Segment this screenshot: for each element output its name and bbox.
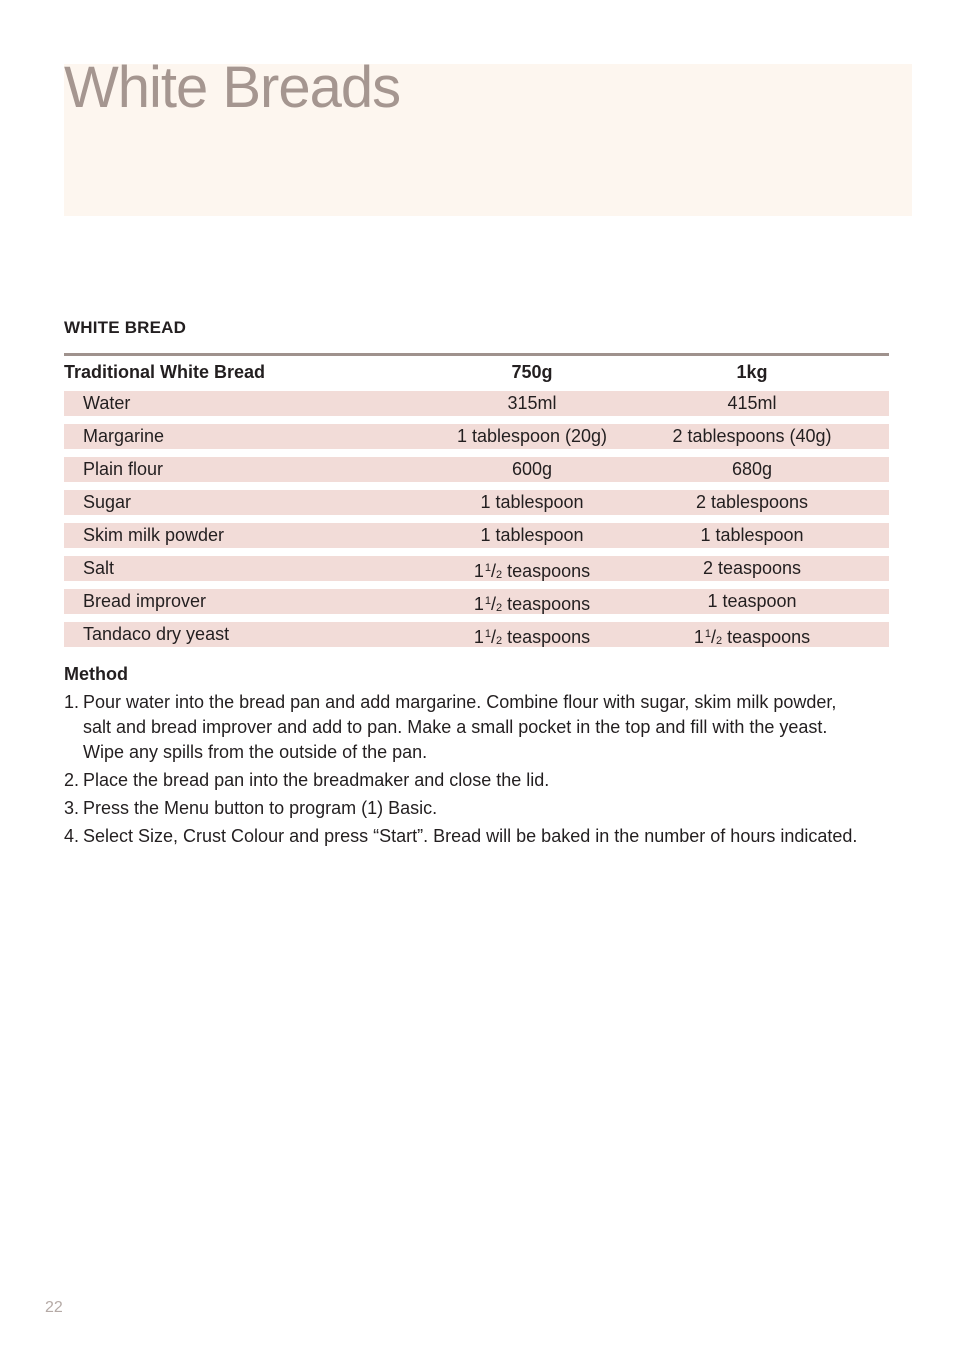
amount-750g-cell: 600g — [511, 459, 553, 479]
ingredient-cell: Sugar — [83, 492, 132, 512]
amount-1kg-cell: 2 tablespoons — [695, 492, 809, 512]
step-text: Press the Menu button to program (1) Basic. — [83, 798, 438, 818]
amount-750g-cell: $1^1/_2$ teaspoons — [473, 594, 591, 614]
table-row — [64, 587, 889, 620]
method-steps — [64, 690, 864, 852]
table-row — [64, 422, 889, 455]
method-step — [64, 824, 864, 849]
table-row — [64, 521, 889, 554]
amount-1kg-cell: 2 tablespoons (40g) — [672, 426, 832, 446]
method-heading: Method — [64, 664, 128, 684]
header-750g: 750g — [511, 362, 553, 382]
step-number: 4. — [64, 826, 80, 846]
table-row — [64, 488, 889, 521]
amount-750g-cell: $1^1/_2$ teaspoons — [473, 627, 591, 647]
ingredients-table — [64, 356, 889, 653]
table-row — [64, 620, 889, 653]
table-row — [64, 455, 889, 488]
amount-750g-cell: 1 tablespoon — [480, 525, 584, 545]
amount-1kg-cell: $1^1/_2$ teaspoons — [693, 627, 811, 647]
table-header-row — [64, 356, 889, 389]
amount-750g-cell: 1 tablespoon — [480, 492, 584, 512]
ingredient-cell: Plain flour — [83, 459, 164, 479]
amount-1kg-cell: 415ml — [727, 393, 777, 413]
header-1kg: 1kg — [736, 362, 768, 382]
ingredient-cell: Salt — [83, 558, 115, 578]
amount-1kg-cell: 680g — [731, 459, 773, 479]
header-recipe-name: Traditional White Bread — [64, 362, 266, 382]
table-row — [64, 554, 889, 587]
amount-1kg-cell: 1 teaspoon — [707, 591, 797, 611]
method-step — [64, 796, 864, 821]
step-text: Place the bread pan into the breadmaker and close the lid. — [83, 770, 550, 790]
amount-750g-cell: $1^1/_2$ teaspoons — [473, 561, 591, 581]
ingredient-cell: Water — [83, 393, 131, 413]
ingredient-cell: Skim milk powder — [83, 525, 225, 545]
amount-750g-cell: 1 tablespoon (20g) — [456, 426, 608, 446]
method-step — [64, 768, 864, 793]
ingredient-cell: Margarine — [83, 426, 165, 446]
method-step — [64, 690, 864, 765]
page-number: 22 — [45, 1299, 63, 1316]
section-heading: WHITE BREAD — [64, 318, 187, 337]
table-row — [64, 389, 889, 422]
step-text: Pour water into the bread pan and add margarine. Combine flour with sugar, skim milk powder, salt and bread improver and add to pan. Make a small pocket in the top and fill with the yeast. Wipe any spills from the outside of the pan. — [83, 692, 837, 762]
step-number: 2. — [64, 770, 80, 790]
ingredient-cell: Tandaco dry yeast — [83, 624, 230, 644]
step-number: 1. — [64, 692, 80, 712]
amount-1kg-cell: 1 tablespoon — [700, 525, 804, 545]
ingredient-cell: Bread improver — [83, 591, 207, 611]
page-title: White Breads — [64, 55, 401, 120]
amount-1kg-cell: 2 teaspoons — [702, 558, 802, 578]
step-number: 3. — [64, 798, 80, 818]
amount-750g-cell: 315ml — [507, 393, 557, 413]
step-text: Select Size, Crust Colour and press “Start”. Bread will be baked in the number of hours indicated. — [83, 826, 858, 846]
